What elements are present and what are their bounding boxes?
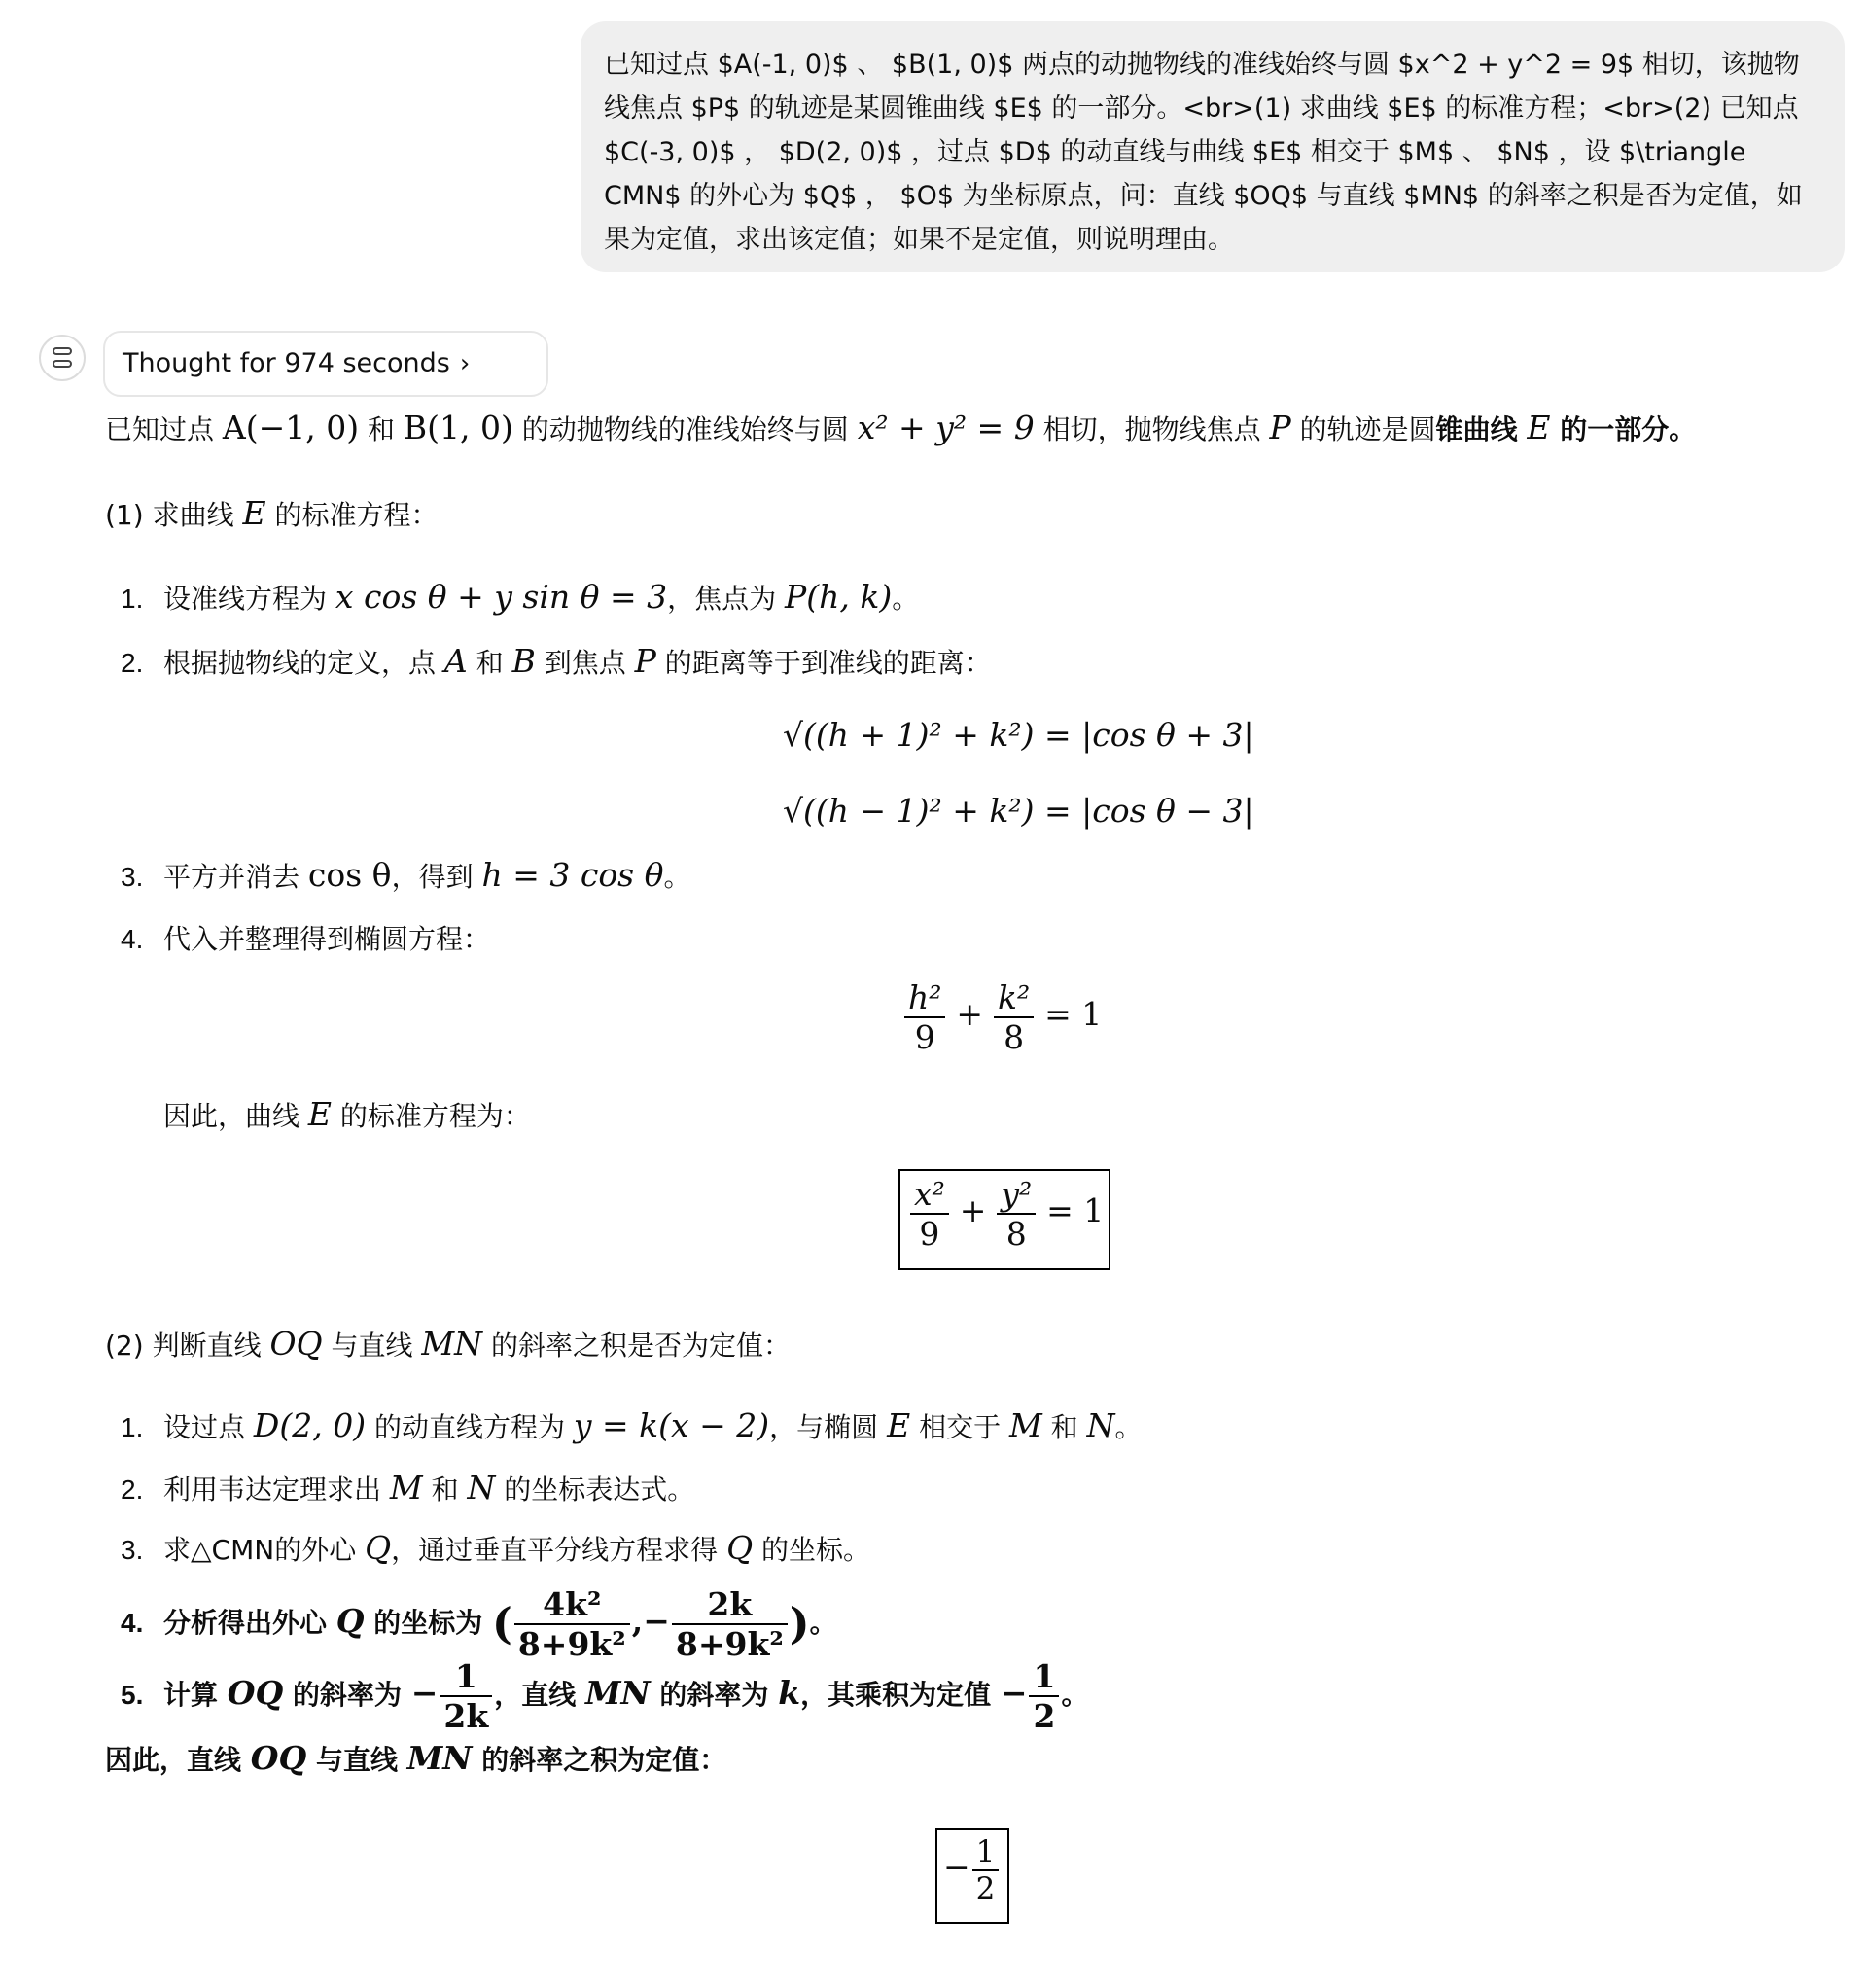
thought-label: Thought for 974 seconds [123, 348, 450, 378]
equation-ellipse-hk: $\frac{\text{h²}}{9}$ + $\frac{\text{k²}}{8}$ = 1 [902, 978, 1102, 1056]
part2-title: (2) 判断直线 OQ 与直线 MN 的斜率之积是否为定值： [105, 1325, 791, 1363]
part2-step-1: 1. 设过点 D(2, 0) 的动直线方程为 y = k(x − 2)，与椭圆 E 相交于 M 和 N。 [121, 1406, 1143, 1444]
part1-step-1: 1. 设准线方程为 x cos θ + y sin θ = 3，焦点为 P(h, k)。 [121, 578, 920, 616]
part1-step-4: 4. 代入并整理得到椭圆方程： [121, 923, 491, 955]
equation-distance-b: √((h − 1)² + k²) = |cos θ − 3| [783, 792, 1254, 830]
thought-toggle-button[interactable] [103, 331, 548, 397]
part2-step-3: 3. 求△CMN的外心 Q，通过垂直平分线方程求得 Q 的坐标。 [121, 1529, 871, 1567]
user-message-text: 已知过点 $A(-1, 0)$ 、 $B(1, 0)$ 两点的动抛物线的准线始终与圆 $x^2 + y^2 = 9$ 相切，该抛物线焦点 $P$ 的轨迹是某圆锥曲线 $E$ 的一部分。<br>(1) 求曲线 $E$ 的标准方程；<br>(2) 已知点 $C(-3, 0)$ ， $D(2, 0)$ ，过点 $D$ 的动直线与曲线 $E$ 相交于 $M$ 、 $N$ ，设 $\triangle CMN$ 的外心为 $Q$ ， $O$ 为坐标原点，问：直线 $OQ$ 与直线 $MN$ 的斜率之积是否为定值，如果为定值，求出该定值；如果不是定值，则说明理由。 [604, 50, 1803, 255]
chevron-right-icon: › [459, 349, 471, 378]
part2-step-2: 2. 利用韦达定理求出 M 和 N 的坐标表达式。 [121, 1469, 695, 1507]
final-answer: − $\frac{1}{2}$ [943, 1834, 1001, 1906]
therefore-part1: 因此，曲线 E 的标准方程为： [163, 1095, 531, 1133]
part2-step-5: 5. 计算 OQ 的斜率为 − $\frac{1}{2k}$ ，直线 MN 的斜率为 k，其乘积为定值 − $\frac{1}{2}$ 。 [121, 1657, 1089, 1735]
assistant-avatar-icon [39, 335, 86, 381]
equation-distance-a: √((h + 1)² + k²) = |cos θ + 3| [783, 716, 1254, 754]
user-message-bubble [581, 21, 1845, 272]
equation-ellipse-xy: $\frac{\text{x²}}{9}$ + $\frac{\text{y²}}{8}$ = 1 [908, 1175, 1104, 1253]
part1-step-2: 2. 根据抛物线的定义，点 A 和 B 到焦点 P 的距离等于到准线的距离： [121, 642, 992, 680]
part1-step-3: 3. 平方并消去 cos θ，得到 h = 3 cos θ。 [121, 856, 691, 894]
part2-step-4: 4. 分析得出外心 Q 的坐标为 ( $\frac{\text{4k²}}{\text{8+9k²}}$ ,− $\frac{2k}{\text{8+9k²}}$ )。 [121, 1585, 837, 1663]
conclusion: 因此，直线 OQ 与直线 MN 的斜率之积为定值： [105, 1739, 727, 1777]
part1-title: (1) 求曲线 E 的标准方程： [105, 494, 439, 532]
answer-intro: 已知过点 A(−1, 0) 和 B(1, 0) 的动抛物线的准线始终与圆 x² + y² = 9 相切，抛物线焦点 P 的轨迹是圆锥曲线 E 的一部分。 [105, 408, 1697, 446]
